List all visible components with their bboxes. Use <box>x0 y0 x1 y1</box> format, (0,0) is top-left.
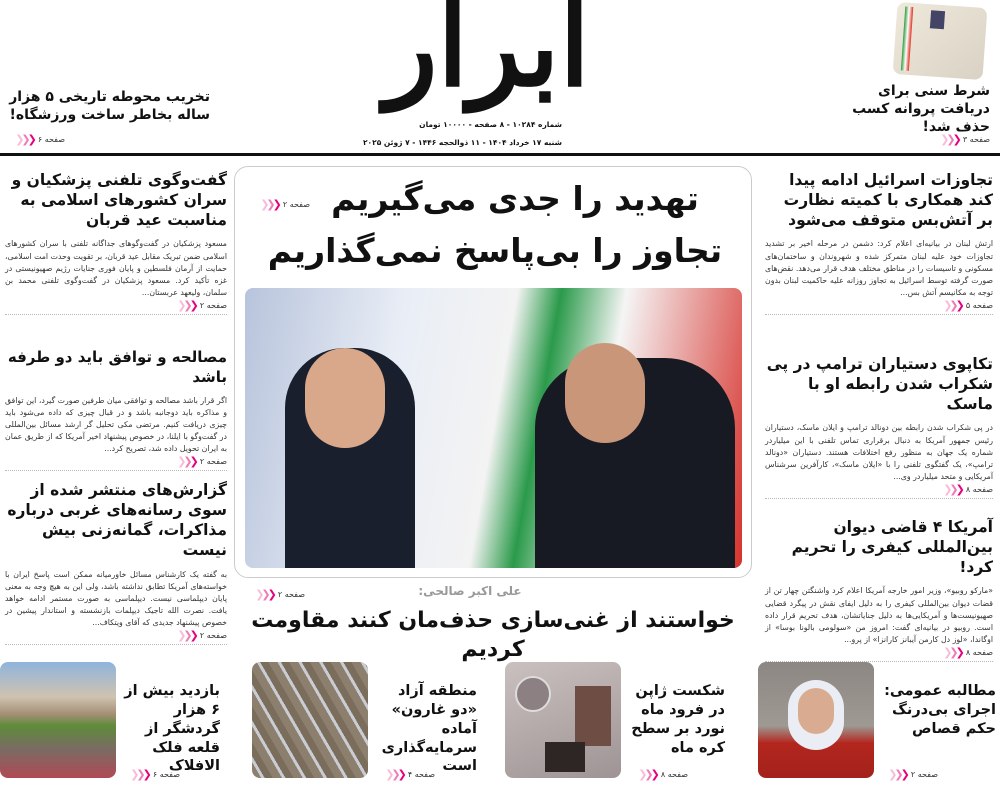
news-body: به گفته یک کارشناس مسائل خاورمیانه ممکن است پاسخ ایران با خواسته‌های آمریکا تطابق نداشته باشد، ولی این به هیچ وجه به معنی پایان دیپلماسی نیست. دیپلماسی به صورت مستمر ادامه خواهد یافت. نصرت الله تاجیک دیپلمات بازنشسته و استاندار پیشین در خصوص پیشنهاد جدیدی که آقای ویتکاف... <box>5 569 227 627</box>
page-link[interactable] <box>5 299 227 315</box>
page-link[interactable] <box>628 768 688 783</box>
main-headline-1[interactable]: تهدید را جدی می‌گیریم <box>331 179 699 218</box>
page-label: صفحه ۸ <box>965 647 993 657</box>
chevron-icon: ❮❮❮ <box>260 198 279 211</box>
news-item <box>765 170 993 340</box>
bottom-headline[interactable]: شکست ژاپن در فرود ماه نورد بر سطح کره ماه <box>631 683 725 756</box>
page-link[interactable] <box>765 646 993 662</box>
news-item <box>5 472 227 645</box>
page-label: صفحه ۲ <box>199 457 227 467</box>
news-body: در پی شکراب شدن رابطه بین دونالد ترامپ و ایلان ماسک، دستیاران رئیس جمهور آمریکا به دنبال برقراری تماس تلفنی با این میلیاردر شماره یک جهان به منظور رفع اختلافات هستند. دستیاران «دونالد ترامپ»، یک گفتگوی تلفنی را با «ایلان ماسک»، کارآفرین سرشناس آمریکایی و متحد میلیاردر وی... <box>765 423 993 481</box>
chevron-icon: ❮❮❮ <box>177 628 196 642</box>
news-headline[interactable]: گزارش‌های منتشر شده از سوی رسانه‌های غربی درباره مذاکرات، گمانه‌زنی بیش نیست <box>7 481 227 560</box>
chevron-icon: ❮❮❮ <box>943 645 962 659</box>
page-label: صفحه ۲ <box>282 200 310 209</box>
truck-terminal-aerial-photo <box>252 662 368 778</box>
chevron-icon: ❮❮❮ <box>255 588 274 601</box>
page-link[interactable] <box>765 483 993 499</box>
chevron-icon: ❮❮❮ <box>943 482 962 496</box>
news-item <box>5 342 227 472</box>
chevron-icon: ❮❮❮ <box>943 298 962 312</box>
page-label: صفحه ۵ <box>965 300 993 310</box>
officials-with-flags-photo <box>245 288 742 568</box>
chevron-icon: ❮❮❮ <box>15 133 34 146</box>
top-right-headline[interactable]: شرط سنی برای دریافت پروانه کسب حذف شد! <box>852 83 990 136</box>
page-label: صفحه ۲ <box>199 630 227 640</box>
sub-kicker: علی اکبر صالحی: <box>418 584 522 598</box>
page-label: صفحه ۴ <box>407 770 435 779</box>
page-link[interactable] <box>5 455 227 471</box>
news-body: مسعود پزشکیان در گفت‌وگوهای جداگانه تلفنی با سران کشورهای اسلامی ضمن تبریک مقابل عید قربان، بر تقویت وحدت امت اسلامی، حمایت از آرمان فلسطین و پایان فوری جنایات رژیم صهیونیستی در غزه تأکید کرد. مسعود پزشکیان در گفت‌وگوی تلفنی محمد بن سلمان، ولیعهد عربستان... <box>5 239 227 297</box>
news-body: اگر قرار باشد مصالحه و توافقی میان طرفین صورت گیرد، این توافق و مذاکره باید دوجانبه باشد و در قبال چیزی که داده می‌شود باید چیزی دریافت کنیم. مرتضی مکی تحلیل گر ارشد مسائل بین‌المللی در گفت‌وگو با ایلنا، در خصوص پیشنهاد اخیر آمریکا که از طریق عمان به ایران تحویل داده شد، تصریح کرد... <box>5 396 227 454</box>
sub-page-link[interactable] <box>245 588 305 603</box>
news-headline[interactable]: تجاوزات اسرائیل ادامه پیدا کند همکاری با کمیته نظارت بر آتش‌بس متوقف می‌شود <box>783 171 993 230</box>
masthead-rule <box>0 153 1000 156</box>
top-left-headline[interactable]: تخریب محوطه تاریخی ۵ هزار ساله بخاطر ساخت ورزشگاه! <box>9 89 210 124</box>
page-label: صفحه ۶ <box>37 135 65 144</box>
page-label: صفحه ۶ <box>152 770 180 779</box>
page-link[interactable] <box>878 768 938 783</box>
news-headline[interactable]: تکاپوی دستیاران ترامپ در پی شکراب شدن رابطه او با ماسک <box>766 355 993 414</box>
news-body: «مارکو روبیو»، وزیر امور خارجه آمریکا اعلام کرد واشنگتن چهار تن از قضات دیوان بین‌المللی کیفری را به دلیل ایفای نقش در پیگرد قضایی صهیونیست‌ها و آمریکایی‌ها به دلیل جنایاتشان، هدف تحریم قرار داده است. روبیو در بیانیه‌ای گفت: امروز من «سولومی بالونا بوسا» از اوگاندا، «لوز دل کارمن آیبانز کارانزا» از پرو... <box>765 586 993 644</box>
chevron-icon: ❮❮❮ <box>385 768 404 781</box>
chevron-icon: ❮❮❮ <box>940 133 959 146</box>
page-link[interactable] <box>120 768 180 783</box>
page-label: صفحه ۲ <box>910 770 938 779</box>
date-line: شنبه ۱۷ خرداد ۱۴۰۴ - ۱۱ ذوالحجه ۱۴۴۶ - ۷ ژوئن ۲۰۲۵ <box>362 138 562 147</box>
main-headline-2[interactable]: تجاوز را بی‌پاسخ نمی‌گذاریم <box>267 231 723 270</box>
page-label: صفحه ۸ <box>965 484 993 494</box>
chevron-icon: ❮❮❮ <box>130 768 149 781</box>
masthead-logo: ابرار <box>384 0 590 111</box>
news-headline[interactable]: آمریکا ۴ قاضی دیوان بین‌المللی کیفری را تحریم کرد! <box>791 518 993 577</box>
bottom-headline[interactable]: مطالبه عمومی: اجرای بی‌درنگ حکم قصاص <box>884 683 996 737</box>
moon-surface-photo <box>505 662 621 778</box>
right-column <box>765 170 993 662</box>
woman-in-headscarf-photo <box>758 662 874 778</box>
chevron-icon: ❮❮❮ <box>888 768 907 781</box>
top-left-page-link[interactable] <box>5 133 65 148</box>
page-label: صفحه ۲ <box>199 300 227 310</box>
sub-headline[interactable]: خواستند از غنی‌سازی حذف‌مان کنند مقاومت کردیم <box>251 608 735 662</box>
page-label: صفحه ۲ <box>277 590 305 599</box>
left-column <box>5 170 227 645</box>
page-link[interactable] <box>375 768 435 783</box>
falak-ol-aflak-castle-photo <box>0 662 116 778</box>
news-item <box>765 505 993 662</box>
chevron-icon: ❮❮❮ <box>177 298 196 312</box>
bottom-headline[interactable]: بازدید بیش از ۶ هزار گردشگر از قلعه فلک الافلاک <box>124 683 220 775</box>
news-headline[interactable]: مصالحه و توافق باید دو طرفه باشد <box>7 348 227 386</box>
news-item <box>5 170 227 342</box>
business-license-photo <box>893 2 988 80</box>
news-headline[interactable]: گفت‌وگوی تلفنی پزشکیان و سران کشورهای اسلامی به مناسبت عید قربان <box>11 171 227 230</box>
page-label: صفحه ۳ <box>962 135 990 144</box>
top-right-page-link[interactable] <box>900 133 990 148</box>
chevron-icon: ❮❮❮ <box>177 455 196 469</box>
page-link[interactable] <box>765 299 993 315</box>
news-item <box>765 340 993 505</box>
chevron-icon: ❮❮❮ <box>638 768 657 781</box>
page-link[interactable] <box>5 629 227 645</box>
news-body: ارتش لبنان در بیانیه‌ای اعلام کرد: دشمن در مرحله اخیر بر تشدید تجاوزات خود علیه لبنان متمرکز شده و شهروندان و ساختمان‌های مسکونی و تاسیسات را در مناطق مختلف هدف قرار می‌دهد. نقض‌های صورت گرفته توسط اسرائیل به تجاوز روزانه علیه حاکمیت لبنان بدون توجه به مکانیسم آتش بس... <box>765 239 993 297</box>
issue-line: شماره ۱۰۲۸۴ - ۸ صفحه - ۱۰۰۰۰ تومان <box>419 120 562 129</box>
bottom-headline[interactable]: منطقه آزاد «دو غارون» آماده سرمایه‌گذاری است <box>381 683 477 775</box>
page-label: صفحه ۸ <box>660 770 688 779</box>
main-page-link[interactable] <box>250 198 310 213</box>
bottom-strip <box>0 662 1000 782</box>
